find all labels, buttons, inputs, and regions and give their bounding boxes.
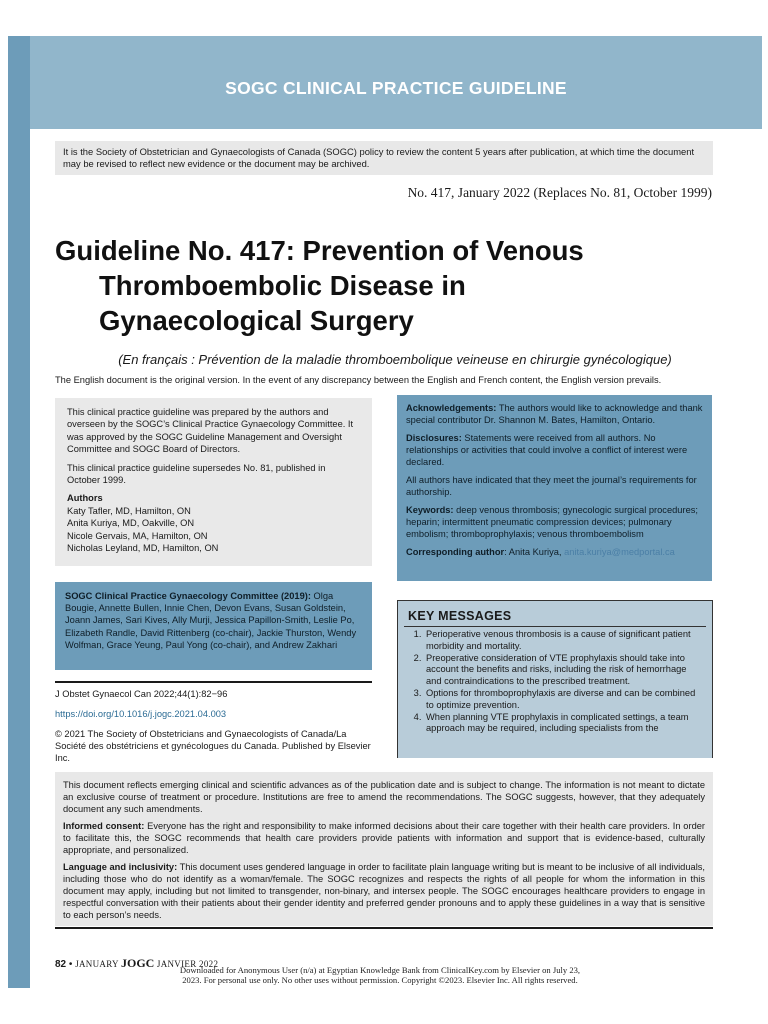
key-messages-title: KEY MESSAGES (408, 609, 512, 623)
notice-box (55, 772, 713, 926)
keywords-text: deep venous thrombosis; gynecologic surgical procedures; heparin; intermittent pneumatic compression devices; pulmonary embolism; thromboprophylaxis; venous thromboembolism (406, 505, 698, 539)
keywords-label: Keywords: (406, 505, 454, 515)
corresponding-author-paragraph (406, 546, 703, 558)
page-number: 82 (55, 959, 67, 970)
footer-month: JANUARY (75, 959, 122, 969)
issue-line: No. 417, January 2022 (Replaces No. 81, October 1999) (407, 185, 712, 200)
footer-separator: • (66, 959, 76, 970)
author-item: Katy Tafler, MD, Hamilton, ON (67, 505, 191, 516)
policy-note: It is the Society of Obstetrician and Gynaecologists of Canada (SOGC) policy to review the content 5 years after publication, at which time the document may be revised to reflect new evidence or the document may be archived. (55, 141, 713, 175)
authorship-paragraph: All authors have indicated that they meet the journal’s requirements for authorship. (406, 475, 697, 497)
journal-citation: J Obstet Gynaecol Can 2022;44(1):82−96 (55, 689, 228, 699)
keywords-paragraph (406, 504, 703, 540)
acknowledgements-text: The authors would like to acknowledge and thank special contributor Dr. Shannon M. Bates, Hamilton, Ontario. (406, 403, 703, 425)
acknowledgements-label: Acknowledgements: (406, 403, 497, 413)
doi-link[interactable]: https://doi.org/10.1016/j.jogc.2021.04.003 (55, 709, 227, 719)
french-title: (En français : Prévention de la maladie thromboembolique veineuse en chirurgie gynécologique) (118, 352, 672, 367)
acknowledgements-box (397, 395, 712, 581)
article-title (55, 233, 735, 338)
key-message-item: 2. Preoperative consideration of VTE prophylaxis should take into account the benefits and risks, including the risk of hemorrhage and contraindications to the prescribed treatment. (424, 653, 704, 688)
preparation-paragraph: This clinical practice guideline was prepared by the authors and overseen by the SOGC’s Clinical Practice Gynaecology Committee. It was approved by the SOGC Guideline Management and Oversight Committee and SOGC Board of Directors. (67, 407, 354, 455)
key-messages-list (398, 629, 712, 735)
key-message-item: 4. When planning VTE prophylaxis in complicated settings, a team approach may be required, including specialists from the (424, 712, 704, 736)
key-message-item: 3. Options for thromboprophylaxis are diverse and can be combined to optimize prevention. (424, 688, 704, 712)
authors-heading: Authors (67, 493, 103, 504)
banner-title: SOGC CLINICAL PRACTICE GUIDELINE (225, 78, 567, 98)
author-item: Anita Kuriya, MD, Oakville, ON (67, 518, 195, 529)
informed-consent-paragraph (63, 820, 705, 856)
disclosures-paragraph (406, 432, 703, 468)
informed-consent-text: Everyone has the right and responsibility to make informed decisions about their care together with their health care providers. In order to facilitate this, the SOGC recommends that health care providers provide patients with information and support that is evidence-based, culturally appropriate, and personalized. (63, 821, 706, 855)
author-item: Nicholas Leyland, MD, Hamilton, ON (67, 543, 219, 554)
title-line-3: Gynaecological Surgery (99, 305, 414, 336)
citation-block (55, 688, 372, 772)
footer-month-french: JANVIER 2022 (154, 959, 219, 969)
download-line-2: 2023. For personal use only. No other uses without permission. Copyright ©2023. Elsevier Inc. All rights reserved. (182, 975, 578, 985)
disclosures-text: Statements were received from all authors. No relationships or activities that could involve a conflict of interest were declared. (406, 433, 688, 467)
key-messages-divider (404, 626, 706, 627)
corresponding-author-label: Corresponding author (406, 547, 505, 557)
download-line-1: Downloaded for Anonymous User (n/a) at Egyptian Knowledge Bank from ClinicalKey.com by Elsevier on July 23, (179, 965, 581, 975)
title-line-2: Thromboembolic Disease in (99, 270, 466, 301)
corresponding-author-text: : Anita Kuriya, (504, 547, 565, 557)
notice-paragraph: This document reflects emerging clinical and scientific advances as of the publication date and is subject to change. The information is not meant to dictate an exclusive course of treatment or procedure. Institutions are free to amend the recommendations. The SOGC suggests, however, that they adequately document any such amendments. (63, 780, 705, 814)
key-message-item: 1. Perioperative venous thrombosis is a cause of significant patient morbidity and mortality. (424, 629, 704, 653)
copyright-text: © 2021 The Society of Obstetricians and Gynaecologists of Canada/La Société des obstétriciens et gynécologues du Canada. Published by Elsevier Inc. (55, 729, 371, 763)
inclusivity-label: Language and inclusivity: (63, 862, 178, 872)
citation-divider (55, 681, 372, 683)
supersedes-paragraph: This clinical practice guideline supersedes No. 81, published in October 1999. (67, 462, 326, 486)
committee-members: Olga Bougie, Annette Bullen, Innie Chen, Devon Evans, Susan Goldstein, Joann James, Sari Kives, Ally Murji, Jessica Papillon-Smith, Leslie Po, Elizabeth Randle, David Rittenberg (co-chair), Jackie Thurston, Wendy Wolfman, Grace Yeung, Paul Yong (co-chair), and Andrew Zakhari (65, 591, 357, 650)
inclusivity-paragraph (63, 861, 705, 921)
key-messages-box (397, 600, 713, 758)
original-version-note: The English document is the original version. In the event of any discrepancy between the English and French content, the English version prevails. (55, 375, 662, 385)
inclusivity-text: This document uses gendered language in order to facilitate plain language writing but is meant to be inclusive of all individuals, including those who do not identify as a woman/female. The SOGC recognizes and respects the rights of all people for whom the information in this document may apply, including but not limited to transgender, non-binary, and intersex people. The SOGC encourages healthcare providers to engage in respectful conversation with their patients about their gender identity and preferred gender pronouns and to apply these guidelines in a way that is sensitive to each person’s needs. (63, 862, 705, 920)
title-line-1: Guideline No. 417: Prevention of Venous (55, 235, 584, 266)
left-accent-bar (8, 36, 30, 988)
acknowledgements-paragraph (406, 402, 703, 426)
author-item: Nicole Gervais, MA, Hamilton, ON (67, 530, 208, 541)
committee-label: SOGC Clinical Practice Gynaecology Committee (2019): (65, 591, 311, 601)
bottom-divider (55, 927, 713, 929)
disclosures-label: Disclosures: (406, 433, 462, 443)
committee-box (55, 582, 372, 670)
preparation-box (55, 398, 372, 566)
footer-journal-name: JOGC (121, 956, 155, 970)
corresponding-email-link[interactable]: anita.kuriya@medportal.ca (564, 547, 675, 557)
informed-consent-label: Informed consent: (63, 821, 145, 831)
download-watermark (150, 965, 610, 985)
